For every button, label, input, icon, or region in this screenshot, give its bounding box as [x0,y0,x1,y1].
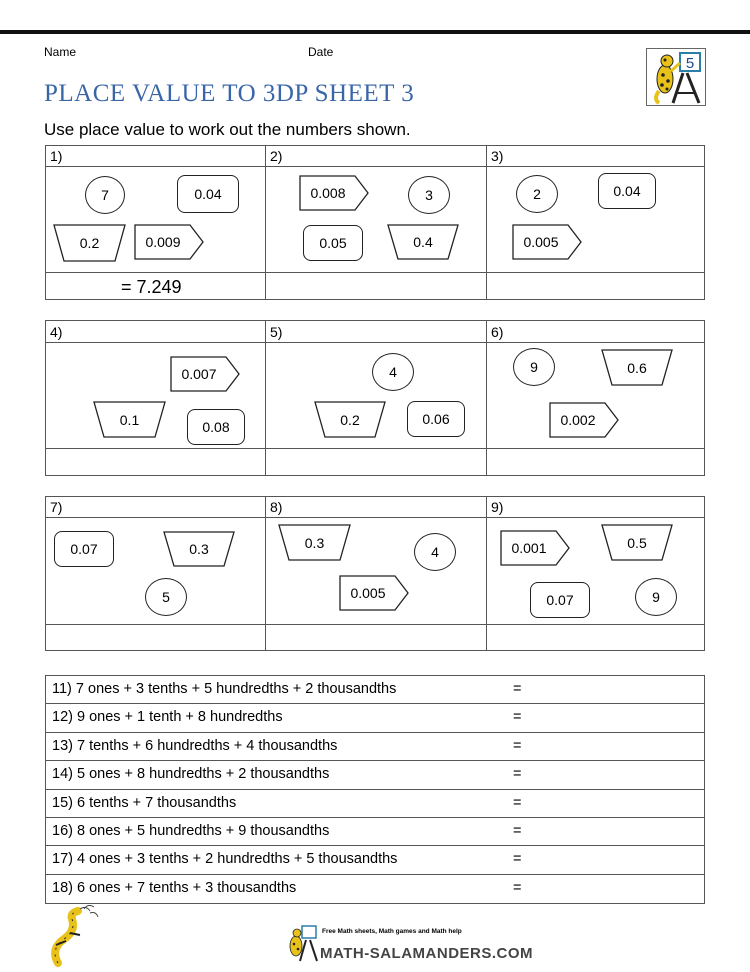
equals-sign: = [513,879,522,896]
shape-value: 0.5 [627,534,647,551]
circle-shape [635,578,677,616]
arrow-shape [512,224,582,260]
question-number: 1) [50,148,63,164]
equals-sign: = [513,681,522,697]
table-row [46,875,704,903]
shape-value: 0.009 [145,234,181,250]
shape-value: 4 [431,544,439,560]
shape-value: 0.2 [79,235,100,251]
question-number: 3) [491,148,504,164]
arrow-shape [500,530,570,566]
date-label: Date [308,45,334,59]
trapezoid-shape [278,524,351,561]
table-row [46,676,704,704]
table-row [46,704,704,732]
salamander-icon [46,905,108,967]
circle-shape [516,175,558,213]
question-number: 5) [270,324,283,340]
equals-sign: = [513,766,522,783]
salamander-logo [646,48,706,106]
equals-sign: = [513,737,522,754]
trapezoid-shape [53,224,126,262]
question-grid-2 [45,320,705,476]
instructions: Use place value to work out the numbers shown. [44,120,411,139]
circle-shape [85,176,125,214]
shape-value: 0.07 [546,592,574,608]
circle-shape [145,578,187,616]
footer-logo [284,924,320,962]
shape-value: 0.007 [181,366,217,382]
shape-value: 9 [530,359,538,375]
shape-value: 0.002 [560,412,596,428]
arrow-shape [134,224,204,260]
shape-value: 0.6 [627,359,647,376]
shape-value: 0.2 [340,411,360,428]
question-number: 9) [491,499,504,515]
table-row [46,818,704,846]
rounded-rect-shape [407,401,465,437]
question-number: 7) [50,499,63,515]
question-text: 15) 6 tenths + 7 thousandths [52,794,237,811]
shape-value: 0.04 [613,183,641,199]
example-answer: = 7.249 [121,277,182,297]
question-text: 16) 8 ones + 5 hundredths + 9 thousandths [52,822,330,839]
salamander-illustration [46,905,108,967]
shape-value: 7 [101,187,109,203]
table-row [46,846,704,874]
question-grid-3 [45,496,705,651]
rounded-rect-shape [187,409,245,445]
shape-value: 5 [162,589,170,605]
footer-tagline: Free Math sheets, Math games and Math help [322,928,462,935]
shape-value: 4 [389,364,397,380]
question-number: 6) [491,324,504,340]
shape-value: 0.3 [304,534,325,551]
shape-value: 0.4 [413,234,433,250]
trapezoid-shape [93,401,166,438]
arrow-shape [299,175,369,211]
rounded-rect-shape [598,173,656,209]
arrow-shape [339,575,409,611]
written-questions-table [45,675,705,904]
shape-value: 0.07 [70,541,98,557]
equals-sign: = [513,794,522,811]
logo-badge-number: 5 [685,55,695,72]
shape-value: 2 [533,186,541,202]
trapezoid-shape [314,401,386,438]
footer-site: MATH-SALAMANDERS.COM [320,945,534,962]
question-text: 18) 6 ones + 7 tenths + 3 thousandths [52,879,297,896]
trapezoid-shape [601,349,673,386]
shape-value: 3 [425,187,433,203]
shape-value: 0.08 [202,419,230,435]
shape-value: 0.06 [422,411,450,427]
footer-logo-icon [284,924,320,962]
name-label: Name [44,45,77,59]
circle-shape [408,176,450,214]
question-number: 8) [270,499,283,515]
circle-shape [414,533,456,571]
trapezoid-shape [163,531,235,567]
question-text: 13) 7 tenths + 6 hundredths + 4 thousandths [52,737,338,754]
shape-value: 0.005 [523,234,559,250]
top-rule [0,30,750,34]
circle-shape [513,348,555,386]
shape-value: 0.3 [189,541,209,557]
trapezoid-shape [601,524,673,561]
salamander-logo-icon [647,49,705,105]
equals-sign: = [513,822,522,839]
arrow-shape [549,402,619,438]
question-number: 2) [270,148,283,164]
page-title: PLACE VALUE TO 3DP SHEET 3 [44,80,415,107]
rounded-rect-shape [177,175,239,213]
table-row [46,733,704,761]
question-text: 14) 5 ones + 8 hundredths + 2 thousandths [52,766,330,783]
circle-shape [372,353,414,391]
shape-value: 0.001 [511,540,547,556]
arrow-shape [170,356,240,392]
rounded-rect-shape [530,582,590,618]
shape-value: 0.008 [310,185,346,201]
shape-value: 0.05 [319,235,347,251]
table-row [46,790,704,818]
equals-sign: = [513,709,522,726]
question-text: 11) 7 ones + 3 tenths + 5 hundredths + 2 thousandths [52,681,397,697]
rounded-rect-shape [54,531,114,567]
rounded-rect-shape [303,225,363,261]
shape-value: 0.1 [119,411,140,428]
question-text: 17) 4 ones + 3 tenths + 2 hundredths + 5 thousandths [52,851,398,868]
question-number: 4) [50,324,63,340]
equals-sign: = [513,851,522,868]
trapezoid-shape [387,224,459,260]
question-text: 12) 9 ones + 1 tenth + 8 hundredths [52,709,283,726]
shape-value: 0.04 [194,186,222,202]
shape-value: 9 [652,589,660,605]
table-row [46,761,704,789]
shape-value: 0.005 [350,585,386,601]
